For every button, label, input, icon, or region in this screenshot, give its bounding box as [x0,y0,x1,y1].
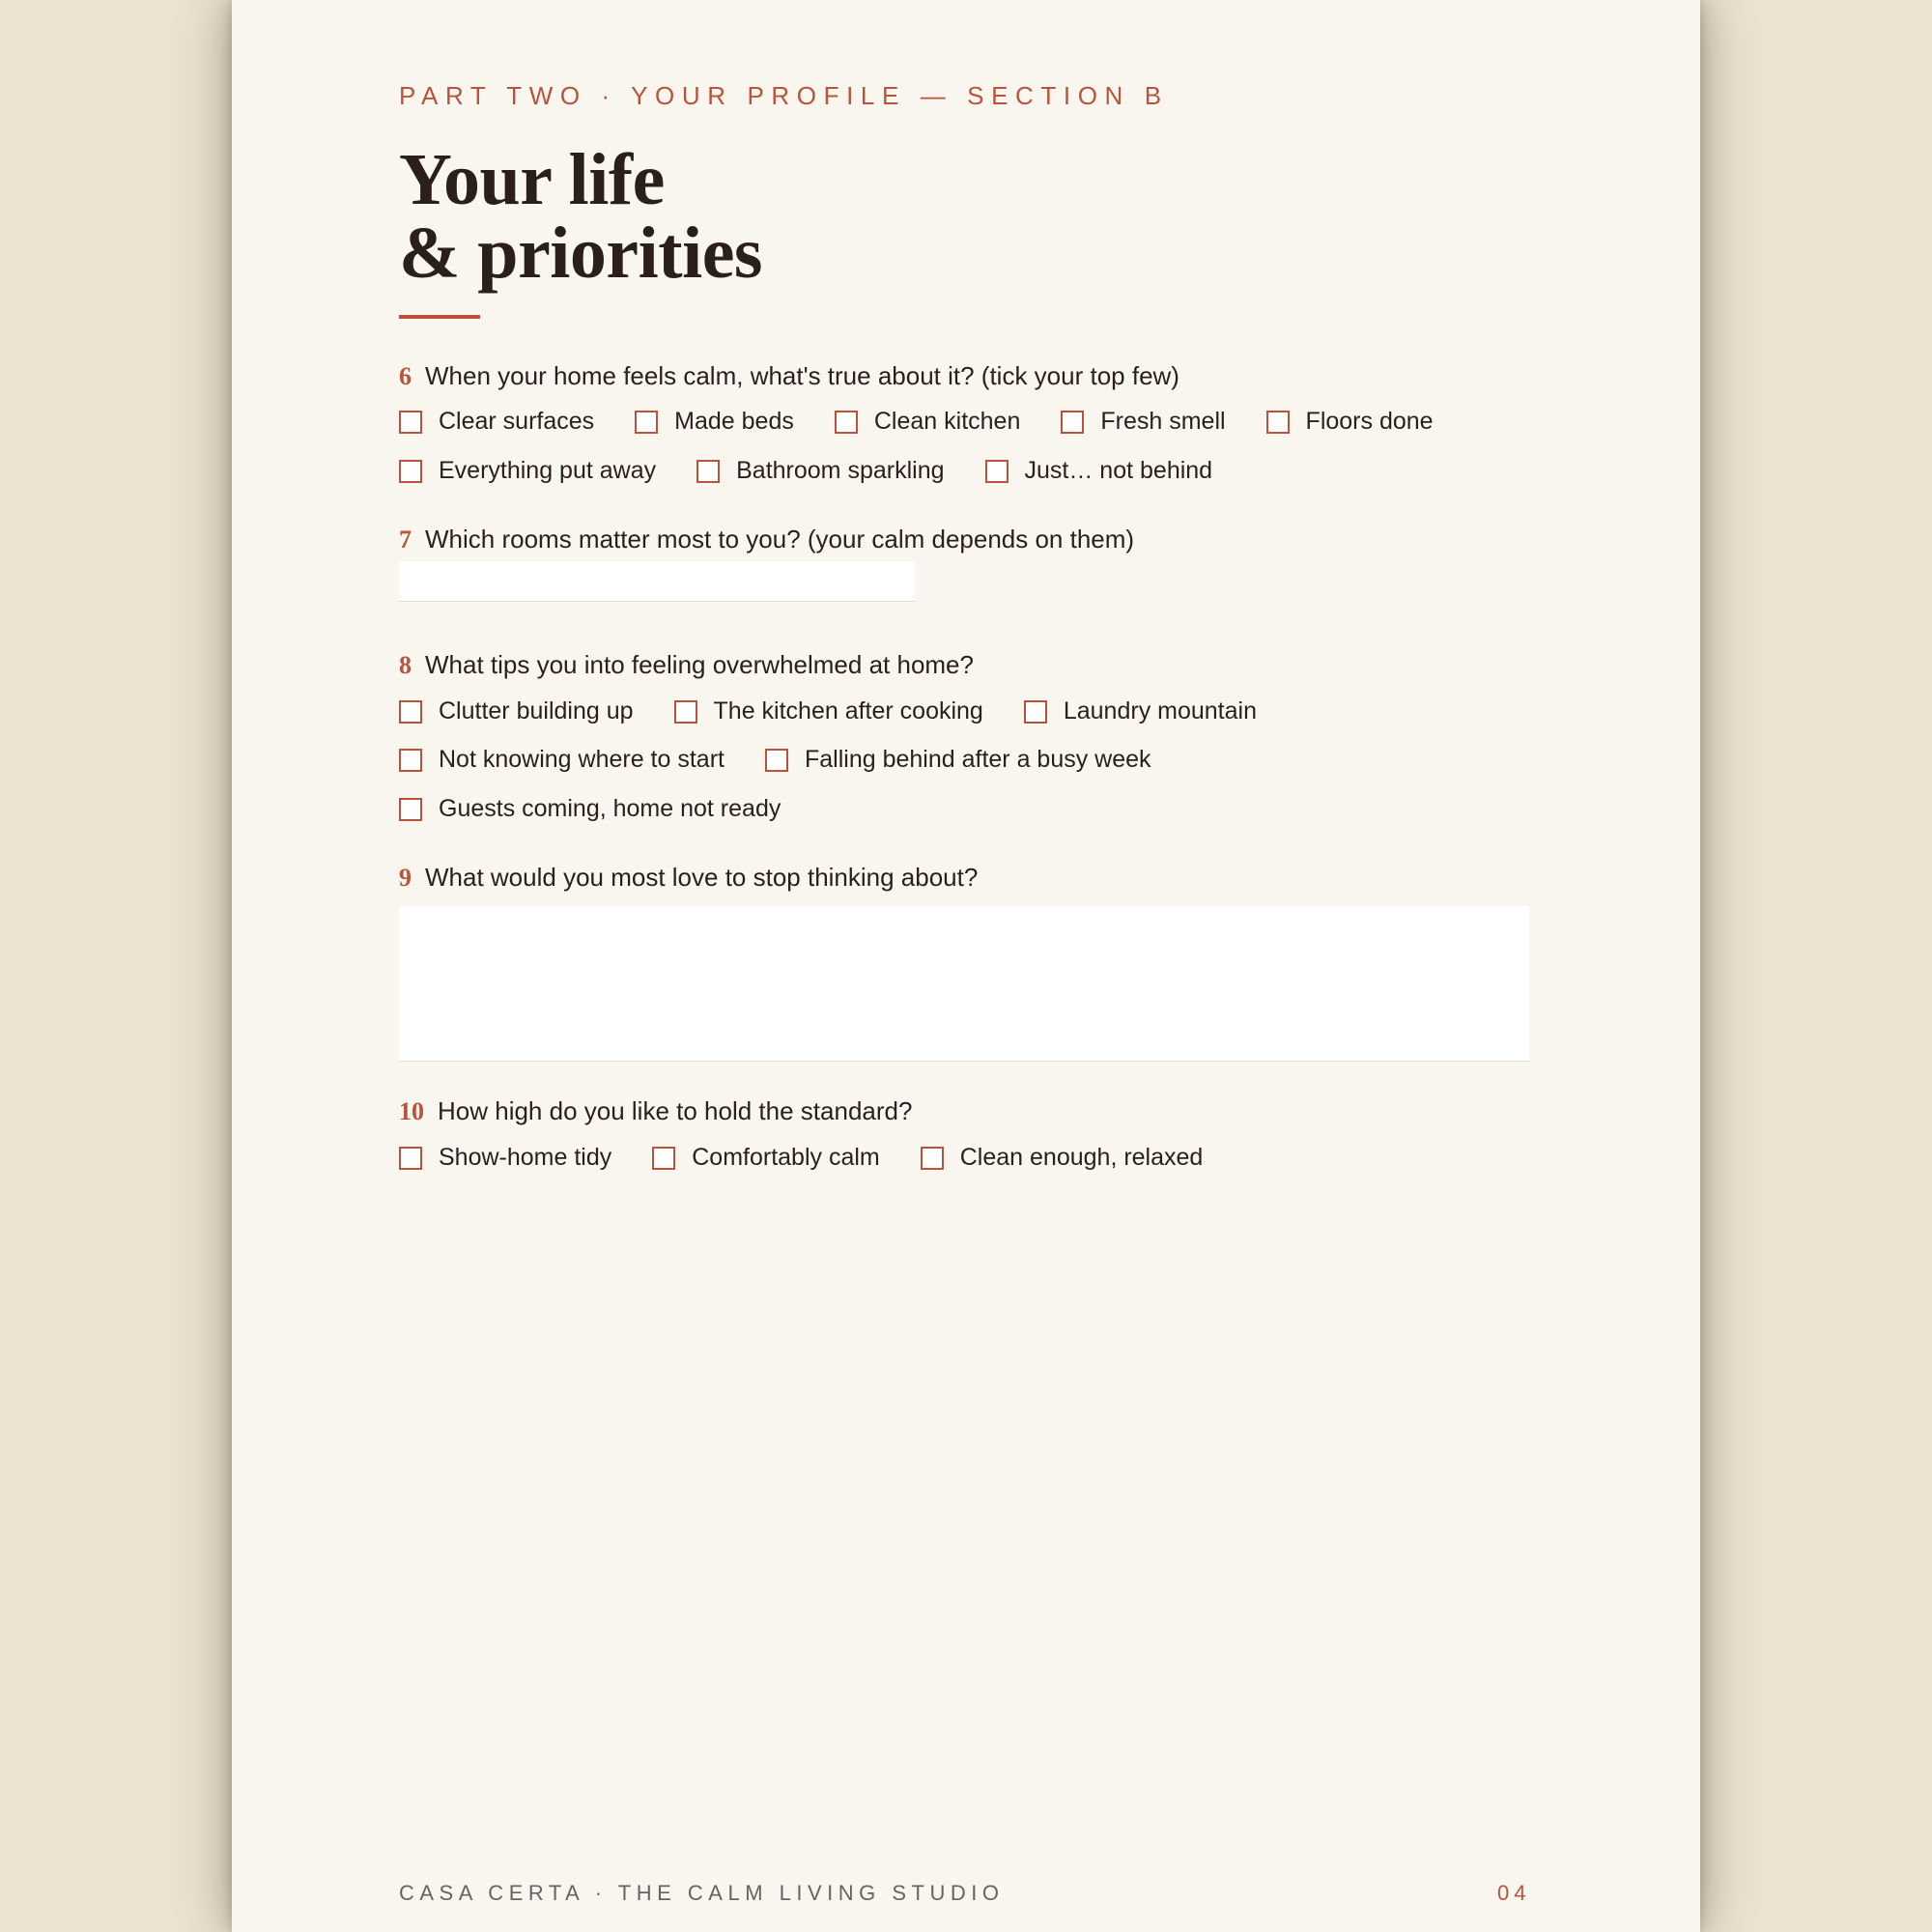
checkbox[interactable] [1061,411,1084,434]
option-kitchen-after-cooking[interactable] [674,697,983,725]
question-8-options-row-1 [399,697,1297,725]
question-9-text: What would you most love to stop thinking about? [425,863,979,892]
option-label: Fresh smell [1100,408,1226,435]
question-6-text: When your home feels calm, what's true about it? (tick your top few) [425,361,1179,390]
question-8-options-row-2 [399,746,1192,774]
question-10-text: How high do you like to hold the standard? [438,1096,913,1125]
option-show-home-tidy[interactable] [399,1144,611,1172]
option-floors-done[interactable] [1266,408,1434,436]
question-8-number: 8 [399,651,412,679]
option-label: Floors done [1305,408,1434,435]
checkbox[interactable] [1024,700,1047,724]
option-label: Not knowing where to start [439,746,724,773]
option-label: Everything put away [439,457,657,484]
option-comfortably-calm[interactable] [652,1144,880,1172]
option-label: Guests coming, home not ready [439,795,781,822]
questionnaire-page [232,0,1700,1932]
option-made-beds[interactable] [635,408,794,436]
checkbox[interactable] [765,749,788,772]
option-fresh-smell[interactable] [1061,408,1225,436]
question-6-options-row-2 [399,457,1253,485]
question-8 [399,650,974,680]
option-label: Clutter building up [439,697,634,724]
stop-thinking-answer-field[interactable] [399,906,1529,1062]
section-kicker: PART TWO · YOUR PROFILE — SECTION B [399,81,1169,110]
checkbox[interactable] [635,411,658,434]
page-title-line-1: Your life [399,139,665,220]
option-label: Show-home tidy [439,1144,612,1171]
checkbox[interactable] [399,460,422,483]
question-7-text: Which rooms matter most to you? (your calm depends on them) [425,525,1135,554]
option-label: The kitchen after cooking [713,697,983,724]
option-clean-kitchen[interactable] [835,408,1020,436]
question-9 [399,863,978,893]
option-just-not-behind[interactable] [985,457,1213,485]
option-label: Just… not behind [1024,457,1213,484]
option-clean-enough-relaxed[interactable] [921,1144,1204,1172]
checkbox[interactable] [985,460,1009,483]
checkbox[interactable] [399,411,422,434]
page-title [399,139,763,294]
checkbox[interactable] [652,1147,675,1170]
option-label: Comfortably calm [692,1144,880,1171]
option-label: Bathroom sparkling [736,457,945,484]
question-8-text: What tips you into feeling overwhelmed at home? [425,650,974,679]
option-label: Laundry mountain [1063,697,1257,724]
option-everything-put-away[interactable] [399,457,656,485]
option-label: Clean enough, relaxed [959,1144,1204,1171]
page-number: 04 [1497,1881,1531,1905]
page-title-line-2: & priorities [399,213,763,294]
option-clutter-building-up[interactable] [399,697,634,725]
title-divider [399,315,480,319]
option-bathroom-sparkling[interactable] [696,457,944,485]
question-10-options-row [399,1144,1243,1172]
checkbox[interactable] [674,700,697,724]
rooms-answer-field[interactable] [399,561,915,602]
footer-brand: CASA CERTA · THE CALM LIVING STUDIO [399,1881,1005,1905]
question-6-number: 6 [399,362,412,390]
question-8-options-row-3 [399,795,821,823]
question-7 [399,525,1134,554]
checkbox[interactable] [1266,411,1290,434]
checkbox[interactable] [399,700,422,724]
option-label: Falling behind after a busy week [804,746,1151,773]
question-9-number: 9 [399,864,412,892]
checkbox[interactable] [399,798,422,821]
checkbox[interactable] [696,460,720,483]
checkbox[interactable] [835,411,858,434]
question-7-number: 7 [399,526,412,554]
checkbox[interactable] [399,749,422,772]
checkbox[interactable] [921,1147,944,1170]
question-6-options-row-1 [399,408,1474,436]
option-label: Clean kitchen [873,408,1021,435]
checkbox[interactable] [399,1147,422,1170]
option-laundry-mountain[interactable] [1024,697,1257,725]
question-10 [399,1096,912,1126]
option-guests-coming[interactable] [399,795,781,823]
option-not-knowing-where-to-start[interactable] [399,746,724,774]
option-label: Clear surfaces [439,408,595,435]
question-10-number: 10 [399,1097,424,1125]
question-6 [399,361,1179,391]
option-falling-behind[interactable] [765,746,1151,774]
option-label: Made beds [674,408,794,435]
option-clear-surfaces[interactable] [399,408,594,436]
